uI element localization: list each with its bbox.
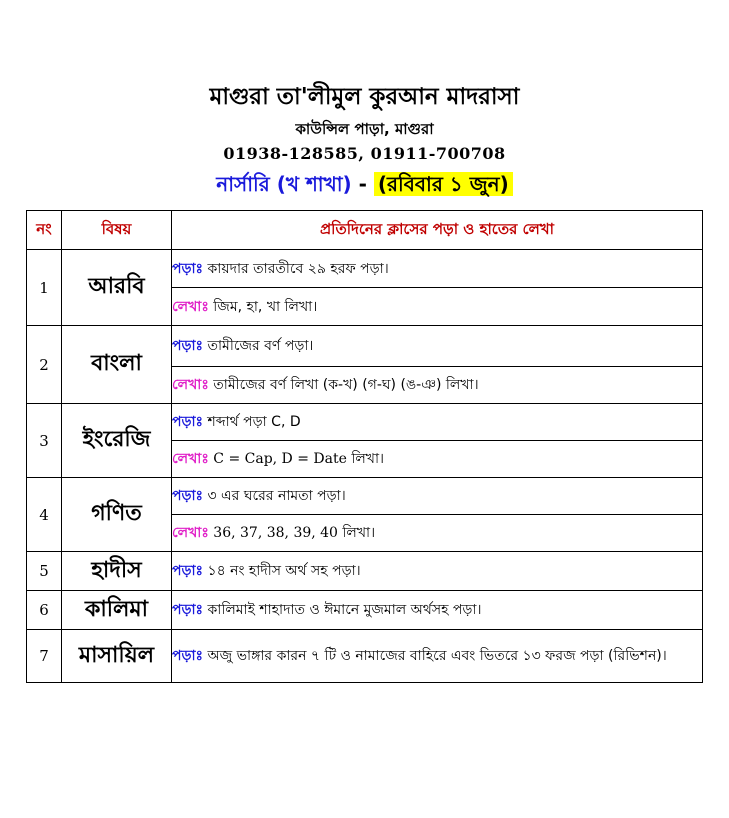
subject-name: হাদীস (62, 552, 172, 591)
phone-numbers: 01938-128585, 01911-700708 (223, 144, 506, 163)
row-number: 1 (27, 250, 62, 326)
write-label: লেখাঃ (172, 298, 209, 315)
table-row (27, 552, 703, 591)
madrasa-address: কাউন্সিল পাড়া, মাগুরা (295, 120, 434, 138)
read-label: পড়াঃ (172, 602, 204, 618)
read-cell (172, 591, 703, 630)
madrasa-title: মাগুরা তা'লীমুল কুরআন মাদরাসা (209, 84, 520, 110)
routine-table (26, 210, 703, 683)
subject-name: কালিমা (62, 591, 172, 630)
read-label: পড়াঃ (172, 260, 204, 277)
read-cell (172, 404, 703, 441)
read-text: অজু ভাঙ্গার কারন ৭ টি ও নামাজের বাহিরে এবং ভিতরে ১৩ ফরজ পড়া (রিভিশন)। (203, 648, 667, 664)
write-label: লেখাঃ (172, 451, 209, 467)
read-text: তামীজের বর্ণ পড়া। (203, 338, 314, 354)
header-no: নং (27, 211, 62, 250)
row-number: 3 (27, 404, 62, 478)
class-name: নার্সারি (খ শাখা) (216, 172, 352, 196)
read-text: ৩ এর ঘরের নামতা পড়া। (203, 488, 346, 504)
class-date: (রবিবার ১ জুন) (374, 172, 513, 196)
table-row (27, 478, 703, 515)
write-text: C = Cap, D = Date লিখা। (208, 451, 385, 467)
row-number: 6 (27, 591, 62, 630)
table-header-row (27, 211, 703, 250)
header-subject: বিষয় (62, 211, 172, 250)
table-row (27, 404, 703, 441)
write-label: লেখাঃ (172, 525, 209, 541)
write-text: জিম, হা, খা লিখা। (208, 298, 318, 315)
read-label: পড়াঃ (172, 414, 204, 430)
subject-name: গণিত (62, 478, 172, 552)
subject-name: বাংলা (62, 326, 172, 404)
read-text: শব্দার্থ পড়া C, D (203, 414, 301, 430)
read-text: ১৪ নং হাদীস অর্থ সহ পড়া। (203, 563, 361, 579)
read-cell (172, 552, 703, 591)
write-cell (172, 288, 703, 326)
read-cell (172, 478, 703, 515)
table-row (27, 630, 703, 683)
header-details: প্রতিদিনের ক্লাসের পড়া ও হাতের লেখা (172, 211, 703, 250)
table-row (27, 591, 703, 630)
row-number: 7 (27, 630, 62, 683)
subject-name: ইংরেজি (62, 404, 172, 478)
read-label: পড়াঃ (172, 648, 204, 664)
read-text: কায়দার তারতীবে ২৯ হরফ পড়া। (203, 260, 389, 277)
write-cell (172, 515, 703, 552)
read-label: পড়াঃ (172, 488, 204, 504)
write-label: লেখাঃ (172, 377, 209, 393)
read-label: পড়াঃ (172, 563, 204, 579)
class-line (0, 170, 729, 203)
table-row (27, 326, 703, 367)
table-row (27, 250, 703, 288)
row-number: 5 (27, 552, 62, 591)
write-cell (172, 367, 703, 404)
read-label: পড়াঃ (172, 338, 204, 354)
write-text: তামীজের বর্ণ লিখা (ক-খ) (গ-ঘ) (ঙ-ঞ) লিখা। (208, 377, 479, 393)
separator: - (351, 172, 374, 196)
read-cell (172, 326, 703, 367)
read-cell (172, 630, 703, 683)
write-text: 36, 37, 38, 39, 40 লিখা। (208, 525, 376, 541)
row-number: 4 (27, 478, 62, 552)
subject-name: আরবি (62, 250, 172, 326)
row-number: 2 (27, 326, 62, 404)
read-cell (172, 250, 703, 288)
subject-name: মাসায়িল (62, 630, 172, 683)
write-cell (172, 441, 703, 478)
read-text: কালিমাই শাহাদাত ও ঈমানে মুজমাল অর্থসহ পড়া। (203, 602, 482, 618)
